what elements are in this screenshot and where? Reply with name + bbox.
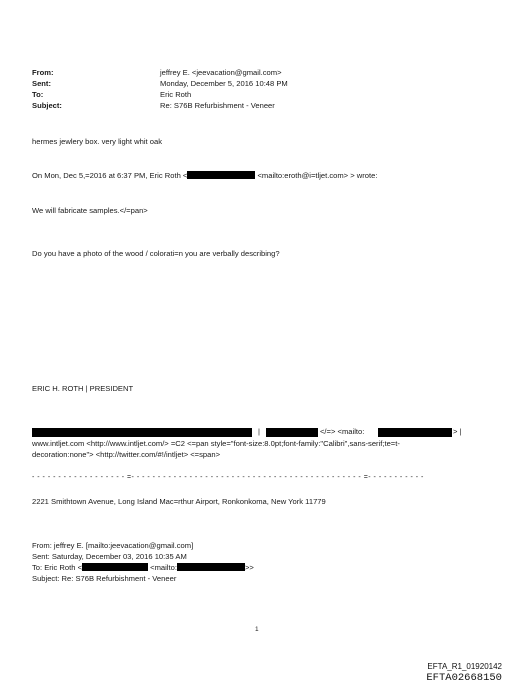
redaction-bar <box>266 428 318 437</box>
redaction-bar <box>177 563 245 571</box>
to-label: To: <box>32 90 44 99</box>
sent-label: Sent: <box>32 79 51 88</box>
to-value: Eric Roth <box>160 90 192 99</box>
sig-line-2: www.intljet.com <http://www.intljet.com/> =C2 <=pan style="font-size:8.0pt;font-family:"Calibri",sans-serif;te=t- <box>32 439 400 448</box>
from-label: From: <box>32 68 54 77</box>
footer-id-1: EFTA_R1_01920142 <box>427 662 502 671</box>
quote-intro <box>32 171 377 180</box>
prev-to-mailto: <mailto: <box>150 563 177 572</box>
footer-id-2: EFTA02668150 <box>426 672 502 684</box>
prev-sent: Sent: Saturday, December 03, 2016 10:35 AM <box>32 552 187 561</box>
quote-intro-end: <mailto:eroth@i=tljet.com> > wrote: <box>257 171 378 180</box>
redaction-bar <box>378 428 452 437</box>
body-line-samples: We will fabricate samples.</=pan> <box>32 206 148 215</box>
sent-value: Monday, December 5, 2016 10:48 PM <box>160 79 288 88</box>
sig-separator: | <box>258 427 260 436</box>
prev-to-start: To: Eric Roth < <box>32 563 83 572</box>
body-line-photo: Do you have a photo of the wood / colorati=n you are verbally describing? <box>32 249 280 258</box>
prev-to <box>32 563 254 572</box>
sig-mailto: </=> <mailto: <box>320 427 365 436</box>
dash-separator: - - - - - - - - - - - - - - - - - - =- - - - - - - - - - - - - - - - - - - - - - - - - - - - - - - - - - - - - - - - - - - - =- - - - - - - - - - - <box>32 474 424 481</box>
prev-from: From: jeffrey E. [mailto:jeevacation@gmail.com] <box>32 541 194 550</box>
redaction-bar <box>82 563 148 571</box>
subject-label: Subject: <box>32 101 62 110</box>
quote-intro-start: On Mon, Dec 5,=2016 at 6:37 PM, Eric Roth < <box>32 171 188 180</box>
sig-end: > | <box>453 427 462 436</box>
subject-value: Re: S76B Refurbishment - Veneer <box>160 101 275 110</box>
signature-title: ERIC H. ROTH | PRESIDENT <box>32 384 134 393</box>
sig-line-3: decoration:none"> <http://twitter.com/#!/intljet> <=span> <box>32 450 221 459</box>
address-line: 2221 Smithtown Avenue, Long Island Mac=rthur Airport, Ronkonkoma, New York 11779 <box>32 497 326 506</box>
prev-subject: Subject: Re: S76B Refurbishment - Veneer <box>32 574 177 583</box>
body-line-1: hermes jewlery box. very light whit oak <box>32 137 162 146</box>
page-number: 1 <box>255 626 259 633</box>
redaction-bar <box>187 171 255 179</box>
redaction-bar <box>32 428 252 437</box>
from-value: jeffrey E. <jeevacation@gmail.com> <box>160 68 282 77</box>
prev-to-end: >> <box>244 563 254 572</box>
